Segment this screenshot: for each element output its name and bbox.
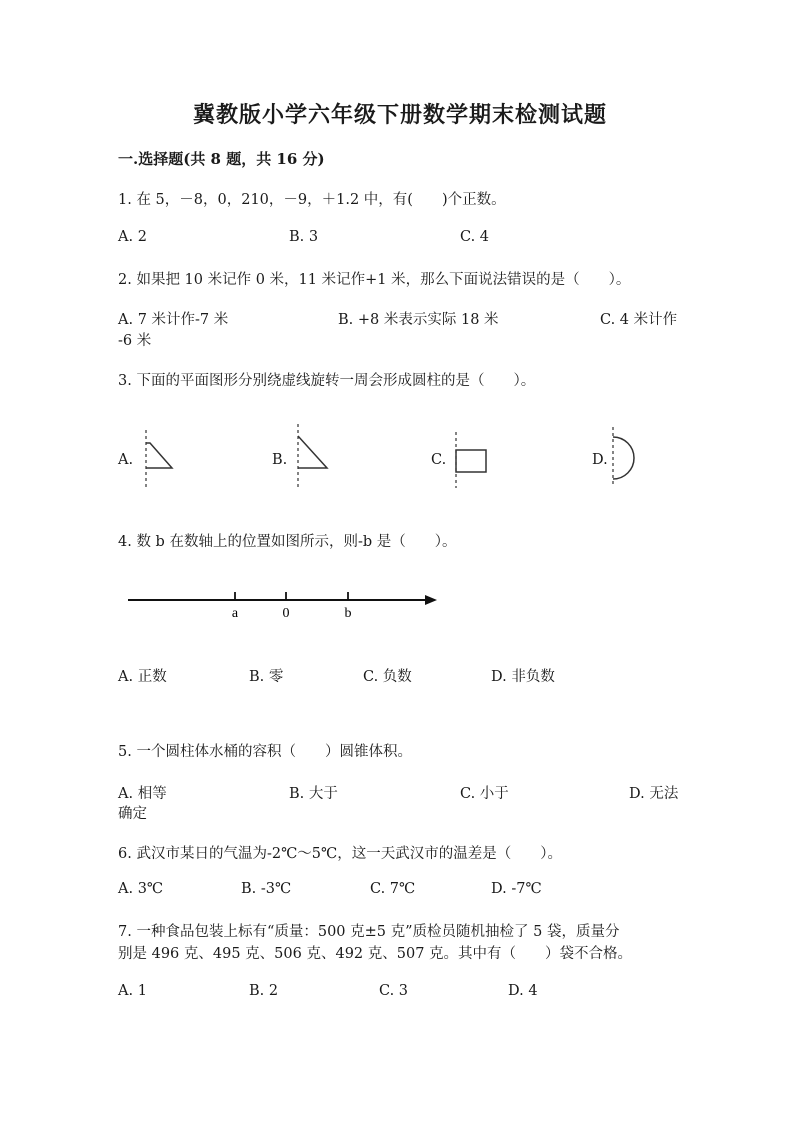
question-7-option-a: A. 1 [118,983,147,999]
question-7-option-d: D. 4 [508,983,538,999]
question-6-option-b: B. -3℃ [241,881,292,897]
question-4-option-a: A. 正数 [118,669,167,685]
question-2-option-c: C. 4 米计作 [600,312,678,328]
label-b: b [344,606,352,621]
question-7-option-c: C. 3 [379,983,409,999]
question-2-option-c-continued: -6 米 [118,333,152,349]
figure-c-rectangle [448,430,493,490]
question-1-option-b: B. 3 [289,229,319,245]
question-1-option-a: A. 2 [118,229,147,245]
question-1-text: 1. 在 5，－8，0，210，－9，＋1.2 中，有( )个正数。 [118,192,506,208]
figure-d-semicircle [605,425,650,487]
question-5-option-a: A. 相等 [118,786,167,802]
question-3-option-d: D. [592,452,608,468]
question-4-option-c: C. 负数 [363,669,412,685]
question-5-option-d: D. 无法 [629,786,679,802]
question-2-text: 2. 如果把 10 米记作 0 米，11 米记作+1 米，那么下面说法错误的是（ ）。 [118,272,631,288]
question-7-text-line1: 7. 一种食品包装上标有“质量：500 克±5 克”质检员随机抽检了 5 袋，质量分 [118,924,620,940]
question-5-text: 5. 一个圆柱体水桶的容积（ ）圆锥体积。 [118,744,412,760]
number-line [125,585,445,625]
question-3-text: 3. 下面的平面图形分别绕虚线旋转一周会形成圆柱的是（ ）。 [118,373,536,389]
question-1-option-c: C. 4 [460,229,490,245]
question-6-option-c: C. 7℃ [370,881,416,897]
question-4-option-b: B. 零 [249,669,284,685]
question-7-text-line2: 别是 496 克、495 克、506 克、492 克、507 克。其中有（ ）袋不合格。 [118,946,633,962]
question-6-text: 6. 武汉市某日的气温为-2℃～5℃，这一天武汉市的温差是（ ）。 [118,846,562,862]
label-0: 0 [282,606,290,621]
question-5-option-c: C. 小于 [460,786,509,802]
question-3-option-a: A. [118,452,134,468]
question-3-option-b: B. [272,452,288,468]
question-5-option-b: B. 大于 [289,786,338,802]
question-2-option-a: A. 7 米计作-7 米 [118,312,229,328]
figure-a-trapezoid [138,428,178,490]
question-6-option-a: A. 3℃ [118,881,164,897]
section-heading: 一.选择题(共 8 题，共 16 分) [118,150,325,168]
page-title: 冀教版小学六年级下册数学期末检测试题 [192,102,607,128]
question-5-option-d-continued: 确定 [118,806,147,822]
question-4-text: 4. 数 b 在数轴上的位置如图所示，则-b 是（ ）。 [118,534,457,550]
question-4-option-d: D. 非负数 [491,669,555,685]
figure-b-triangle [290,422,335,490]
question-6-option-d: D. -7℃ [491,881,542,897]
question-7-option-b: B. 2 [249,983,279,999]
question-3-option-c: C. [431,452,447,468]
label-a: a [231,606,239,621]
question-2-option-b: B. +8 米表示实际 18 米 [338,312,499,328]
